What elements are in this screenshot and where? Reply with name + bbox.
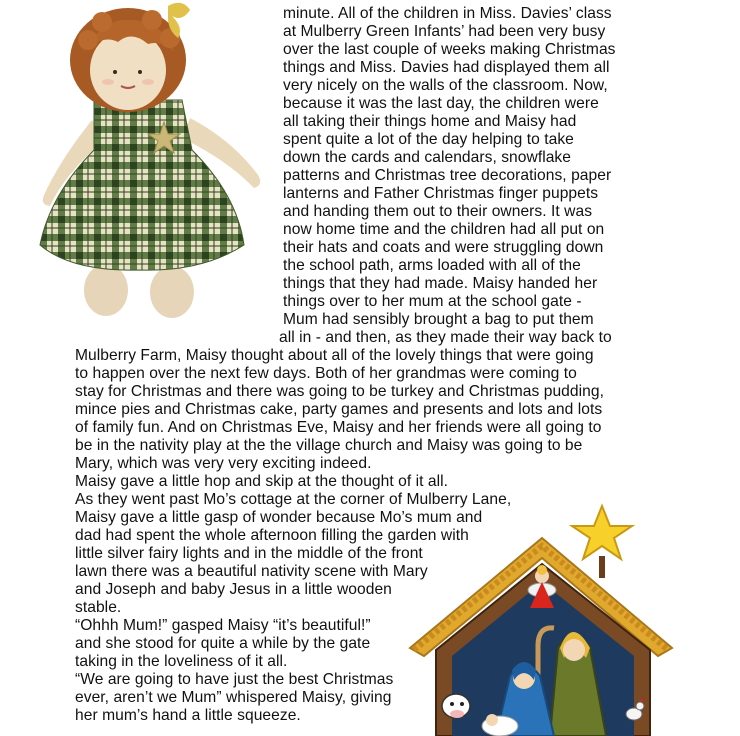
story-line: Mum had sensibly brought a bag to put them [283, 311, 594, 328]
story-line: As they went past Mo’s cottage at the corner of Mulberry Lane, [75, 491, 512, 508]
story-line: lanterns and Father Christmas finger puppets [283, 185, 599, 202]
story-line: Mulberry Farm, Maisy thought about all of the lovely things that were going [75, 347, 594, 364]
story-line: be in the nativity play at the the village church and Maisy was going to be [75, 437, 583, 454]
story-line: taking in the loveliness of it all. [75, 653, 288, 670]
nativity-scene-icon [400, 498, 740, 736]
story-line: the school path, arms loaded with all of the [283, 257, 581, 274]
story-line: very nicely on the walls of the classroom. Now, [283, 77, 608, 94]
story-line: at Mulberry Green Infants’ had been very busy [283, 23, 606, 40]
story-line: over the last couple of weeks making Christmas [283, 41, 616, 58]
story-line: “We are going to have just the best Christmas [75, 671, 394, 688]
story-line: little silver fairy lights and in the middle of the front [75, 545, 423, 562]
story-line: to happen over the next few days. Both of her grandmas were coming to [75, 365, 577, 382]
story-line: their hats and coats and were struggling down [283, 239, 604, 256]
story-line: things that they had made. Maisy handed her [283, 275, 598, 292]
story-line: down the cards and calendars, snowflake [283, 149, 572, 166]
story-line: all in - and then, as they made their way back to [279, 329, 612, 346]
story-line: minute. All of the children in Miss. Davies’ class [283, 5, 612, 22]
story-line: things and Miss. Davies had displayed them all [283, 59, 610, 76]
story-line: spent quite a lot of the day helping to take [283, 131, 574, 148]
story-line: stable. [75, 599, 122, 616]
story-line: of family fun. And on Christmas Eve, Maisy and her friends were all going to [75, 419, 602, 436]
story-line: Maisy gave a little hop and skip at the thought of it all. [75, 473, 449, 490]
story-line: Mary, which was very very exciting indeed. [75, 455, 372, 472]
story-line: stay for Christmas and there was going to be turkey and Christmas pudding, [75, 383, 604, 400]
story-line: lawn there was a beautiful nativity scene with Mary [75, 563, 428, 580]
story-line: dad had spent the whole afternoon filling the garden with [75, 527, 469, 544]
story-line: “Ohhh Mum!” gasped Maisy “it’s beautiful!” [75, 617, 371, 634]
story-line: and handing them out to their owners. It was [283, 203, 593, 220]
story-line: because it was the last day, the children were [283, 95, 599, 112]
story-line: ever, aren’t we Mum” whispered Maisy, giving [75, 689, 392, 706]
story-line: and Joseph and baby Jesus in a little wooden [75, 581, 392, 598]
rag-doll-icon [22, 0, 272, 330]
story-line: Maisy gave a little gasp of wonder because Mo’s mum and [75, 509, 483, 526]
story-line: things over to her mum at the school gate - [283, 293, 582, 310]
story-line: her mum’s hand a little squeeze. [75, 707, 301, 724]
story-line: now home time and the children had all put on [283, 221, 605, 238]
story-line: patterns and Christmas tree decorations, paper [283, 167, 612, 184]
story-line: and she stood for quite a while by the gate [75, 635, 371, 652]
story-line: mince pies and Christmas cake, party games and presents and lots and lots [75, 401, 603, 418]
story-line: all taking their things home and Maisy had [283, 113, 577, 130]
